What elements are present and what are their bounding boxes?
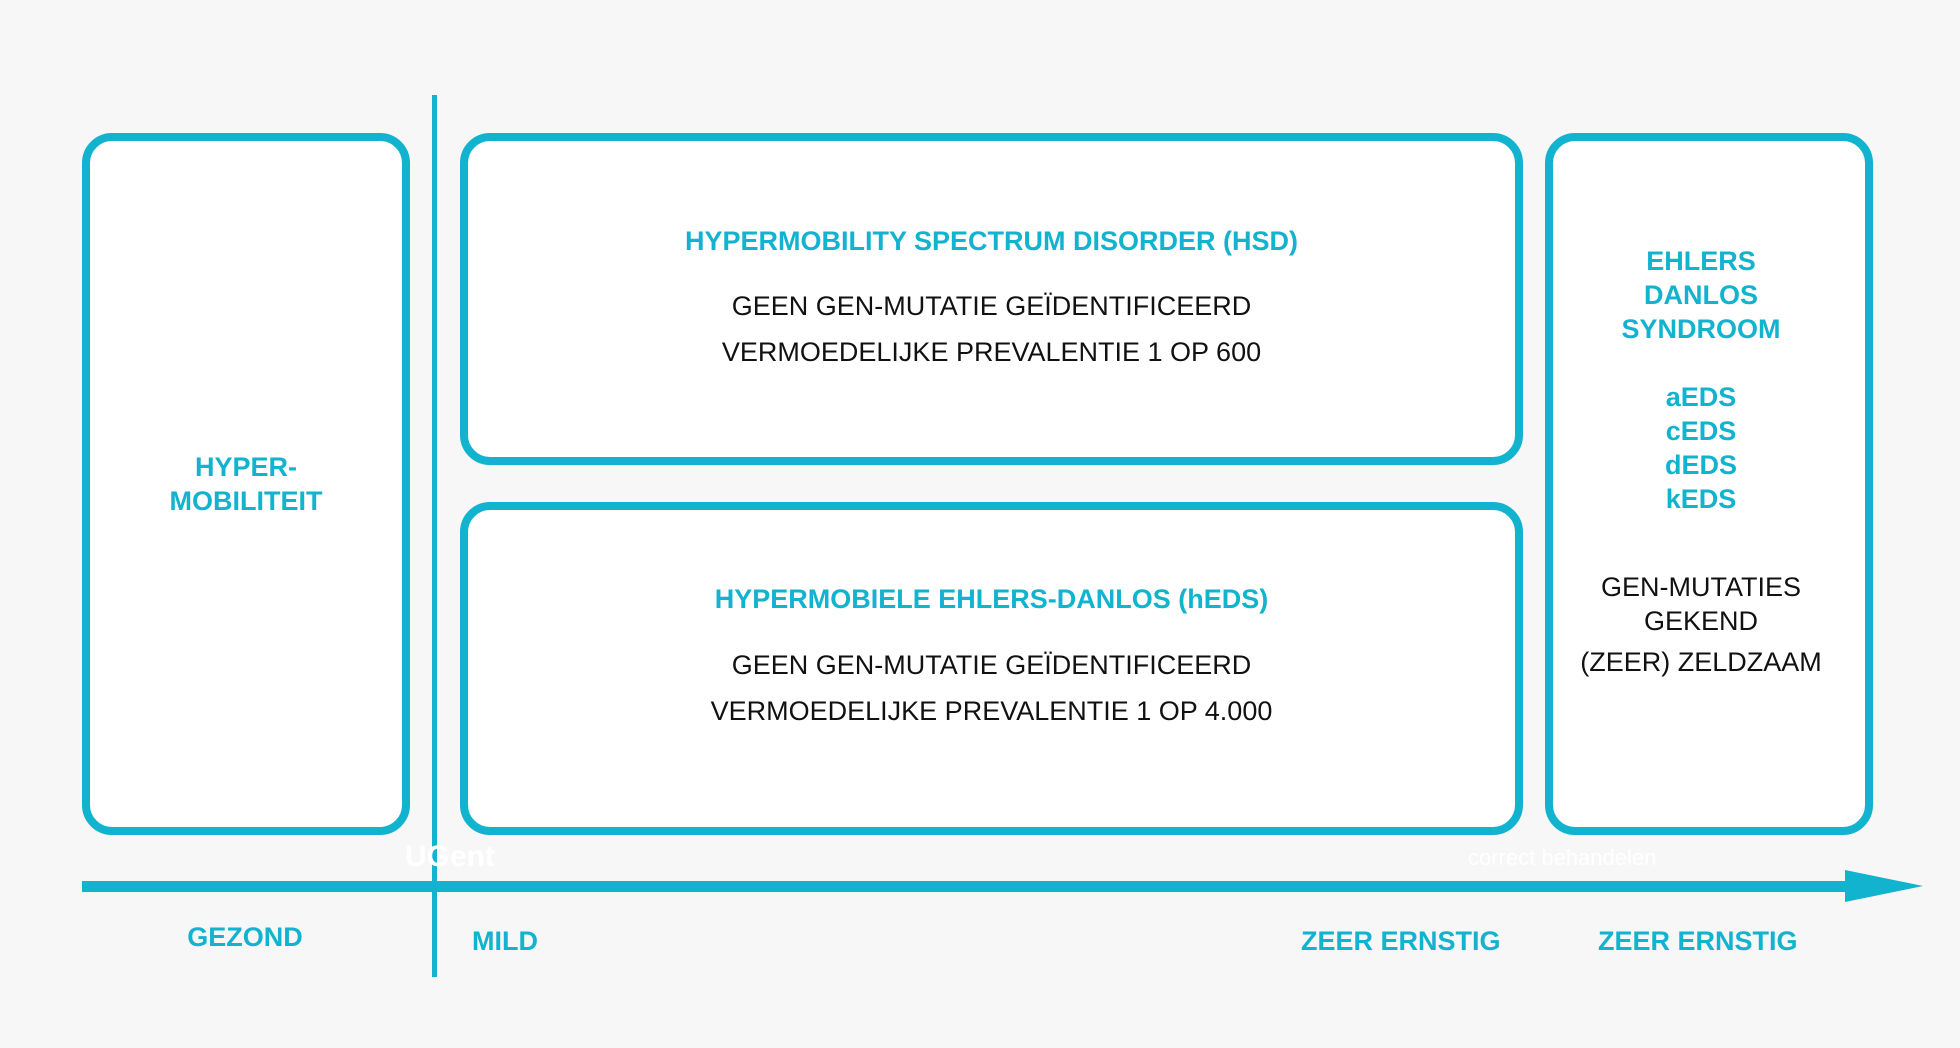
axis-label-zeer-ernstig-2: ZEER ERNSTIG [1598, 926, 1798, 956]
eds-type-ceds: cEDS [1665, 416, 1737, 446]
heds-mutation-text: GEEN GEN-MUTATIE GEÏDENTIFICEERD [731, 650, 1252, 680]
eds-title-line1: EHLERS [1646, 246, 1756, 276]
severity-axis-line [82, 881, 1852, 892]
axis-label-zeer-ernstig-1: ZEER ERNSTIG [1301, 926, 1501, 956]
eds-type-deds: dEDS [1664, 450, 1737, 480]
eds-title-line2: DANLOS [1644, 280, 1758, 310]
hypermobility-label-line1: HYPER- [194, 452, 297, 482]
axis-label-gezond: GEZOND [187, 922, 303, 952]
heds-title: HYPERMOBIELE EHLERS-DANLOS (hEDS) [714, 584, 1269, 614]
watermark-caption: correct behandelen [1468, 845, 1657, 870]
eds-info-line3: (ZEER) ZELDZAAM [1580, 647, 1822, 677]
watermark-logo: UGent [405, 840, 495, 873]
hsd-mutation-text: GEEN GEN-MUTATIE GEÏDENTIFICEERD [731, 291, 1252, 321]
eds-type-aeds: aEDS [1665, 382, 1737, 412]
hsd-prevalence-text: VERMOEDELIJKE PREVALENTIE 1 OP 600 [721, 337, 1262, 367]
hsd-title: HYPERMOBILITY SPECTRUM DISORDER (HSD) [684, 226, 1299, 256]
hypermobility-label-line2: MOBILITEIT [169, 486, 323, 516]
eds-info-line1: GEN-MUTATIES [1601, 572, 1801, 602]
heds-prevalence-text: VERMOEDELIJKE PREVALENTIE 1 OP 4.000 [710, 696, 1273, 726]
axis-label-mild: MILD [472, 926, 538, 956]
eds-title-line3: SYNDROOM [1621, 314, 1781, 344]
eds-info-line2: GEKEND [1643, 606, 1759, 636]
eds-type-keds: kEDS [1665, 484, 1737, 514]
hypermobility-box [82, 133, 410, 835]
severity-axis-arrowhead [1845, 870, 1923, 902]
